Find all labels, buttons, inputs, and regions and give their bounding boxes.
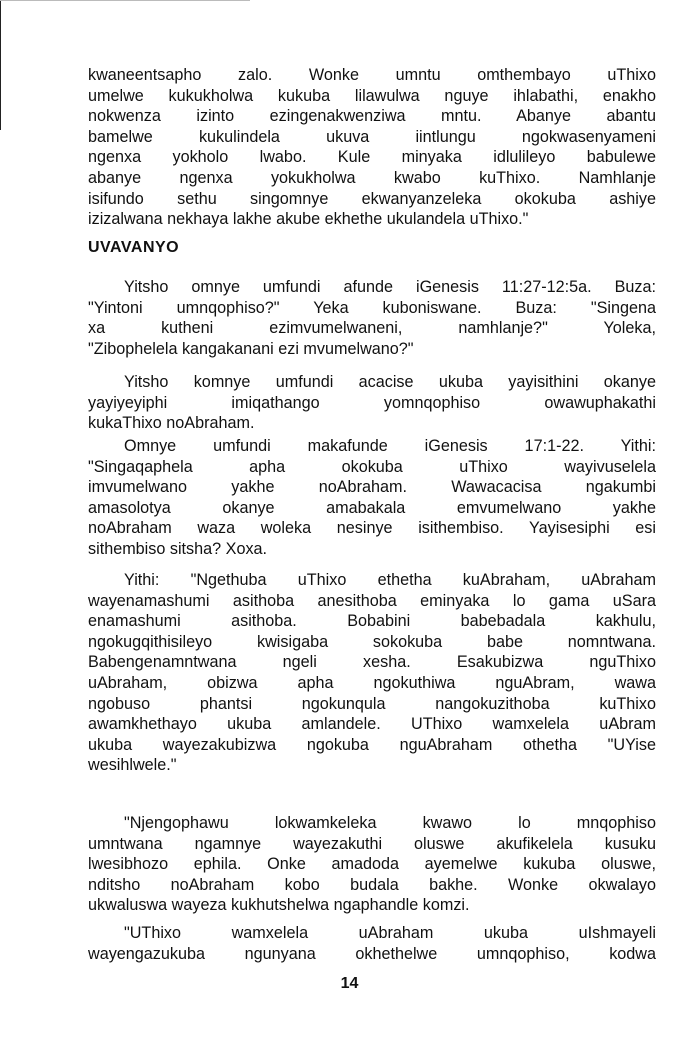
text-line: ngobuso phantsi ngokunqula nangokuzithoba kuThixo [88, 694, 656, 713]
text-line: "Singaqaphela apha okokuba uThixo wayivuselela [88, 457, 656, 476]
text-line: ngokugqithisileyo kwisigaba sokokuba babe nomntwana. [88, 632, 656, 651]
text-line: uAbraham, obizwa apha ngokuthiwa nguAbram, wawa [88, 673, 656, 692]
text-line: noAbraham waza woleka nesinye isithembiso. Yayisesiphi esi [88, 519, 656, 538]
paragraph [88, 813, 656, 916]
paragraph [88, 436, 656, 560]
text-line: "Njengophawu lokwamkeleka kwawo lo mnqophiso [124, 814, 656, 832]
text-line: ngenxa yokholo lwabo. Kule minyaka idlulileyo babulewe [88, 148, 656, 167]
paragraph [88, 277, 656, 359]
paragraph [88, 570, 656, 776]
text-line: kwaneentsapho zalo. Wonke umntu omthembayo uThixo [88, 66, 656, 84]
text-line: umelwe kukukholwa kukuba lilawulwa nguye ihlabathi, enakho [88, 86, 656, 105]
text-line: lwesibhozo ephila. Onke amadoda ayemelwe kukuba oluswe, [88, 855, 656, 874]
text-line: wesihlwele." [88, 756, 177, 775]
text-line: izizalwana nekhaya lakhe akube ekhethe ukulandela uThixo." [88, 210, 529, 229]
text-line: imvumelwano yakhe noAbraham. Wawacacisa ngakumbi [88, 478, 656, 497]
text-line: kukaThixo noAbraham. [88, 414, 255, 433]
paragraph [88, 372, 656, 434]
text-line: ukuba wayezakubizwa ngokuba nguAbraham othetha "UYise [88, 735, 656, 754]
text-line: bamelwe kukulindela ukuva iintlungu ngokwasenyameni [88, 127, 656, 146]
text-line: yayiyeyiphi imiqathango yomnqophiso owawuphakathi [88, 393, 656, 412]
text-line: umntwana ngamnye wayezakuthi oluswe akufikelela kusuku [88, 834, 656, 853]
text-line: sithembiso sitsha? Xoxa. [88, 539, 268, 558]
paragraph [88, 923, 656, 964]
text-line: "Yintoni umnqophiso?" Yeka kuboniswane. Buza: "Singena [88, 298, 656, 317]
text-line: "Zibophelela kangakanani ezi mvumelwano?" [88, 339, 414, 358]
text-line: "UThixo wamxelela uAbraham ukuba uIshmayeli [124, 924, 656, 942]
page-number: 14 [340, 975, 359, 992]
section-heading: UVAVANYO [88, 239, 180, 256]
scan-edge-top [0, 0, 250, 1]
text-line: xa kutheni ezimvumelwaneni, namhlanje?" Yoleka, [88, 319, 656, 338]
text-line: isifundo sethu singomnye ekwanyanzeleka okokuba ashiye [88, 189, 656, 208]
text-line: abanye ngenxa yokukholwa kwabo kuThixo. Namhlanje [88, 168, 656, 187]
text-line: Yitsho omnye umfundi afunde iGenesis 11:27-12:5a. Buza: [124, 278, 656, 296]
scan-edge [0, 0, 1, 130]
text-line: enamashumi asithoba. Bobabini babebadala kakhulu, [88, 612, 656, 631]
paragraph [88, 65, 656, 230]
text-line: nokwenza izinto ezingenakwenziwa mntu. Abanye abantu [88, 107, 656, 126]
text-line: Yithi: "Ngethuba uThixo ethetha kuAbraham, uAbraham [124, 571, 656, 589]
text-line: ukwaluswa wayeza kukhutshelwa ngaphandle komzi. [88, 896, 470, 915]
text-line: Babengenamntwana ngeli xesha. Esakubizwa nguThixo [88, 653, 656, 672]
text-line: nditsho noAbraham kobo budala bakhe. Wonke okwalayo [88, 875, 656, 894]
text-line: wayenamashumi asithoba anesithoba eminyaka lo gama uSara [88, 591, 656, 610]
text-line: Yitsho komnye umfundi acacise ukuba yayisithini okanye [124, 373, 656, 391]
text-line: wayengazukuba ngunyana okhethelwe umnqophiso, kodwa [88, 944, 656, 963]
text-line: amasolotya okanye amabakala emvumelwano yakhe [88, 498, 656, 517]
text-line: awamkhethayo ukuba amlandele. UThixo wamxelela uAbram [88, 715, 656, 734]
text-line: Omnye umfundi makafunde iGenesis 17:1-22. Yithi: [124, 437, 656, 455]
